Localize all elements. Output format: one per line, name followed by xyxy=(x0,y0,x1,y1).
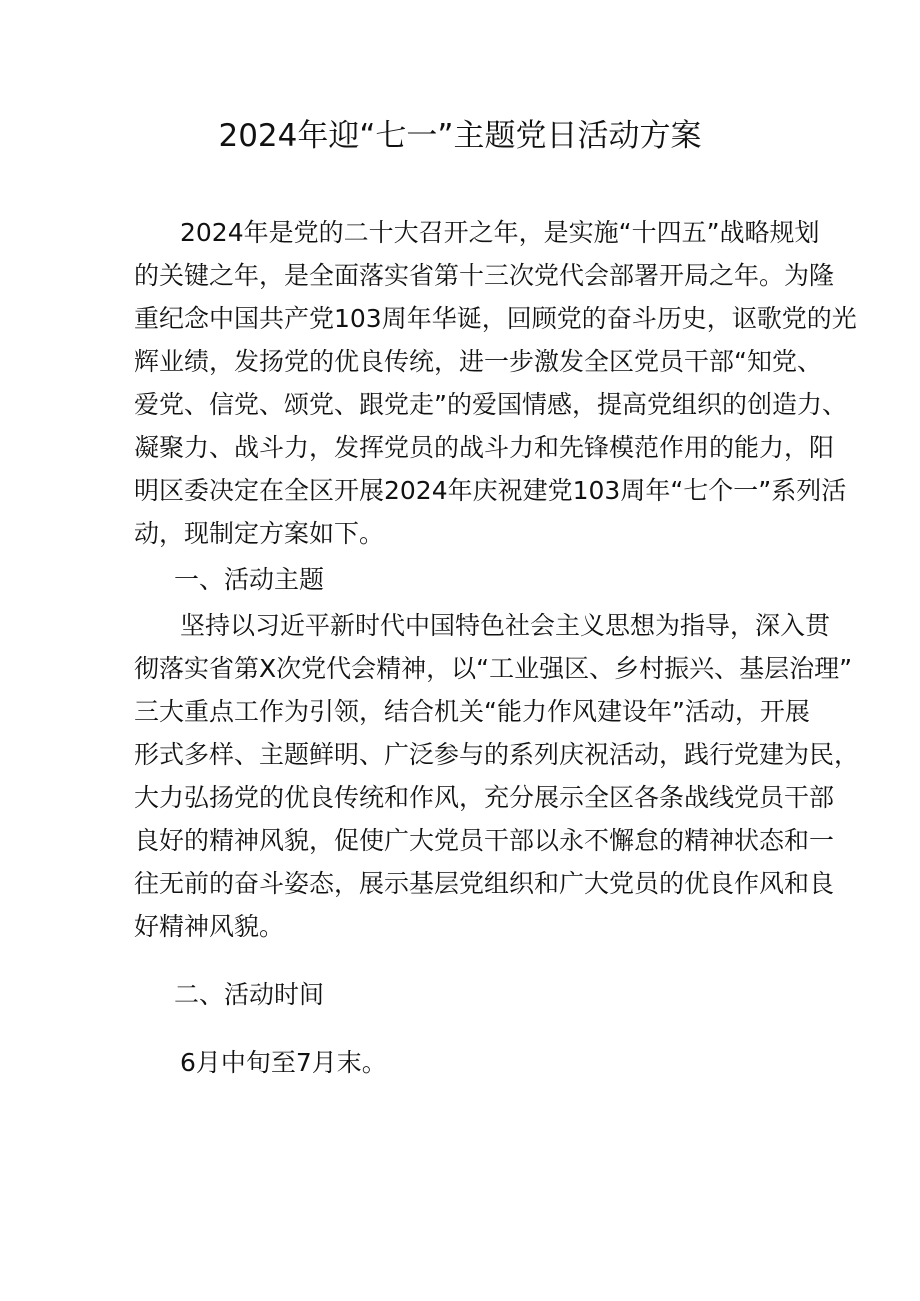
section1-line-8: 好精神风貌。 xyxy=(134,912,285,941)
intro-line-4: 辉业绩，发扬党的优良传统，进一步激发全区党员干部“知党、 xyxy=(134,347,822,376)
section2-text: 6月中旬至7月末。 xyxy=(180,1048,387,1077)
document-title: 2024年迎“七一”主题党日活动方案 xyxy=(218,118,702,154)
intro-line-5: 爱党、信党、颂党、跟党走”的爱国情感，提高党组织的创造力、 xyxy=(134,390,847,419)
section1-line-2: 彻落实省第X次党代会精神，以“工业强区、乡村振兴、基层治理” xyxy=(134,654,853,683)
intro-line-8: 动，现制定方案如下。 xyxy=(134,519,385,548)
section1-line-7: 往无前的奋斗姿态，展示基层党组织和广大党员的优良作风和良 xyxy=(134,869,835,898)
section1-line-1: 坚持以习近平新时代中国特色社会主义思想为指导，深入贯 xyxy=(180,611,831,640)
section1-line-3: 三大重点工作为引领，结合机关“能力作风建设年”活动，开展 xyxy=(134,697,810,726)
section1-line-6: 良好的精神风貌，促使广大党员干部以永不懈怠的精神状态和一 xyxy=(134,826,835,855)
intro-line-1: 2024年是党的二十大召开之年，是实施“十四五”战略规划 xyxy=(180,218,820,247)
section1-line-5: 大力弘扬党的优良传统和作风，充分展示全区各条战线党员干部 xyxy=(134,783,835,812)
section1-line-4: 形式多样、主题鲜明、广泛参与的系列庆祝活动，践行党建为民， xyxy=(134,740,860,769)
intro-line-2: 的关键之年，是全面落实省第十三次党代会部署开局之年。为隆 xyxy=(134,261,835,290)
section1-heading: 一、活动主题 xyxy=(174,565,325,594)
intro-line-3: 重纪念中国共产党103周年华诞，回顾党的奋斗历史，讴歌党的光 xyxy=(134,304,857,333)
intro-line-6: 凝聚力、战斗力，发挥党员的战斗力和先锋模范作用的能力，阳 xyxy=(134,433,835,462)
intro-line-7: 明区委决定在全区开展2024年庆祝建党103周年“七个一”系列活 xyxy=(134,476,847,505)
section2-heading: 二、活动时间 xyxy=(174,980,325,1009)
